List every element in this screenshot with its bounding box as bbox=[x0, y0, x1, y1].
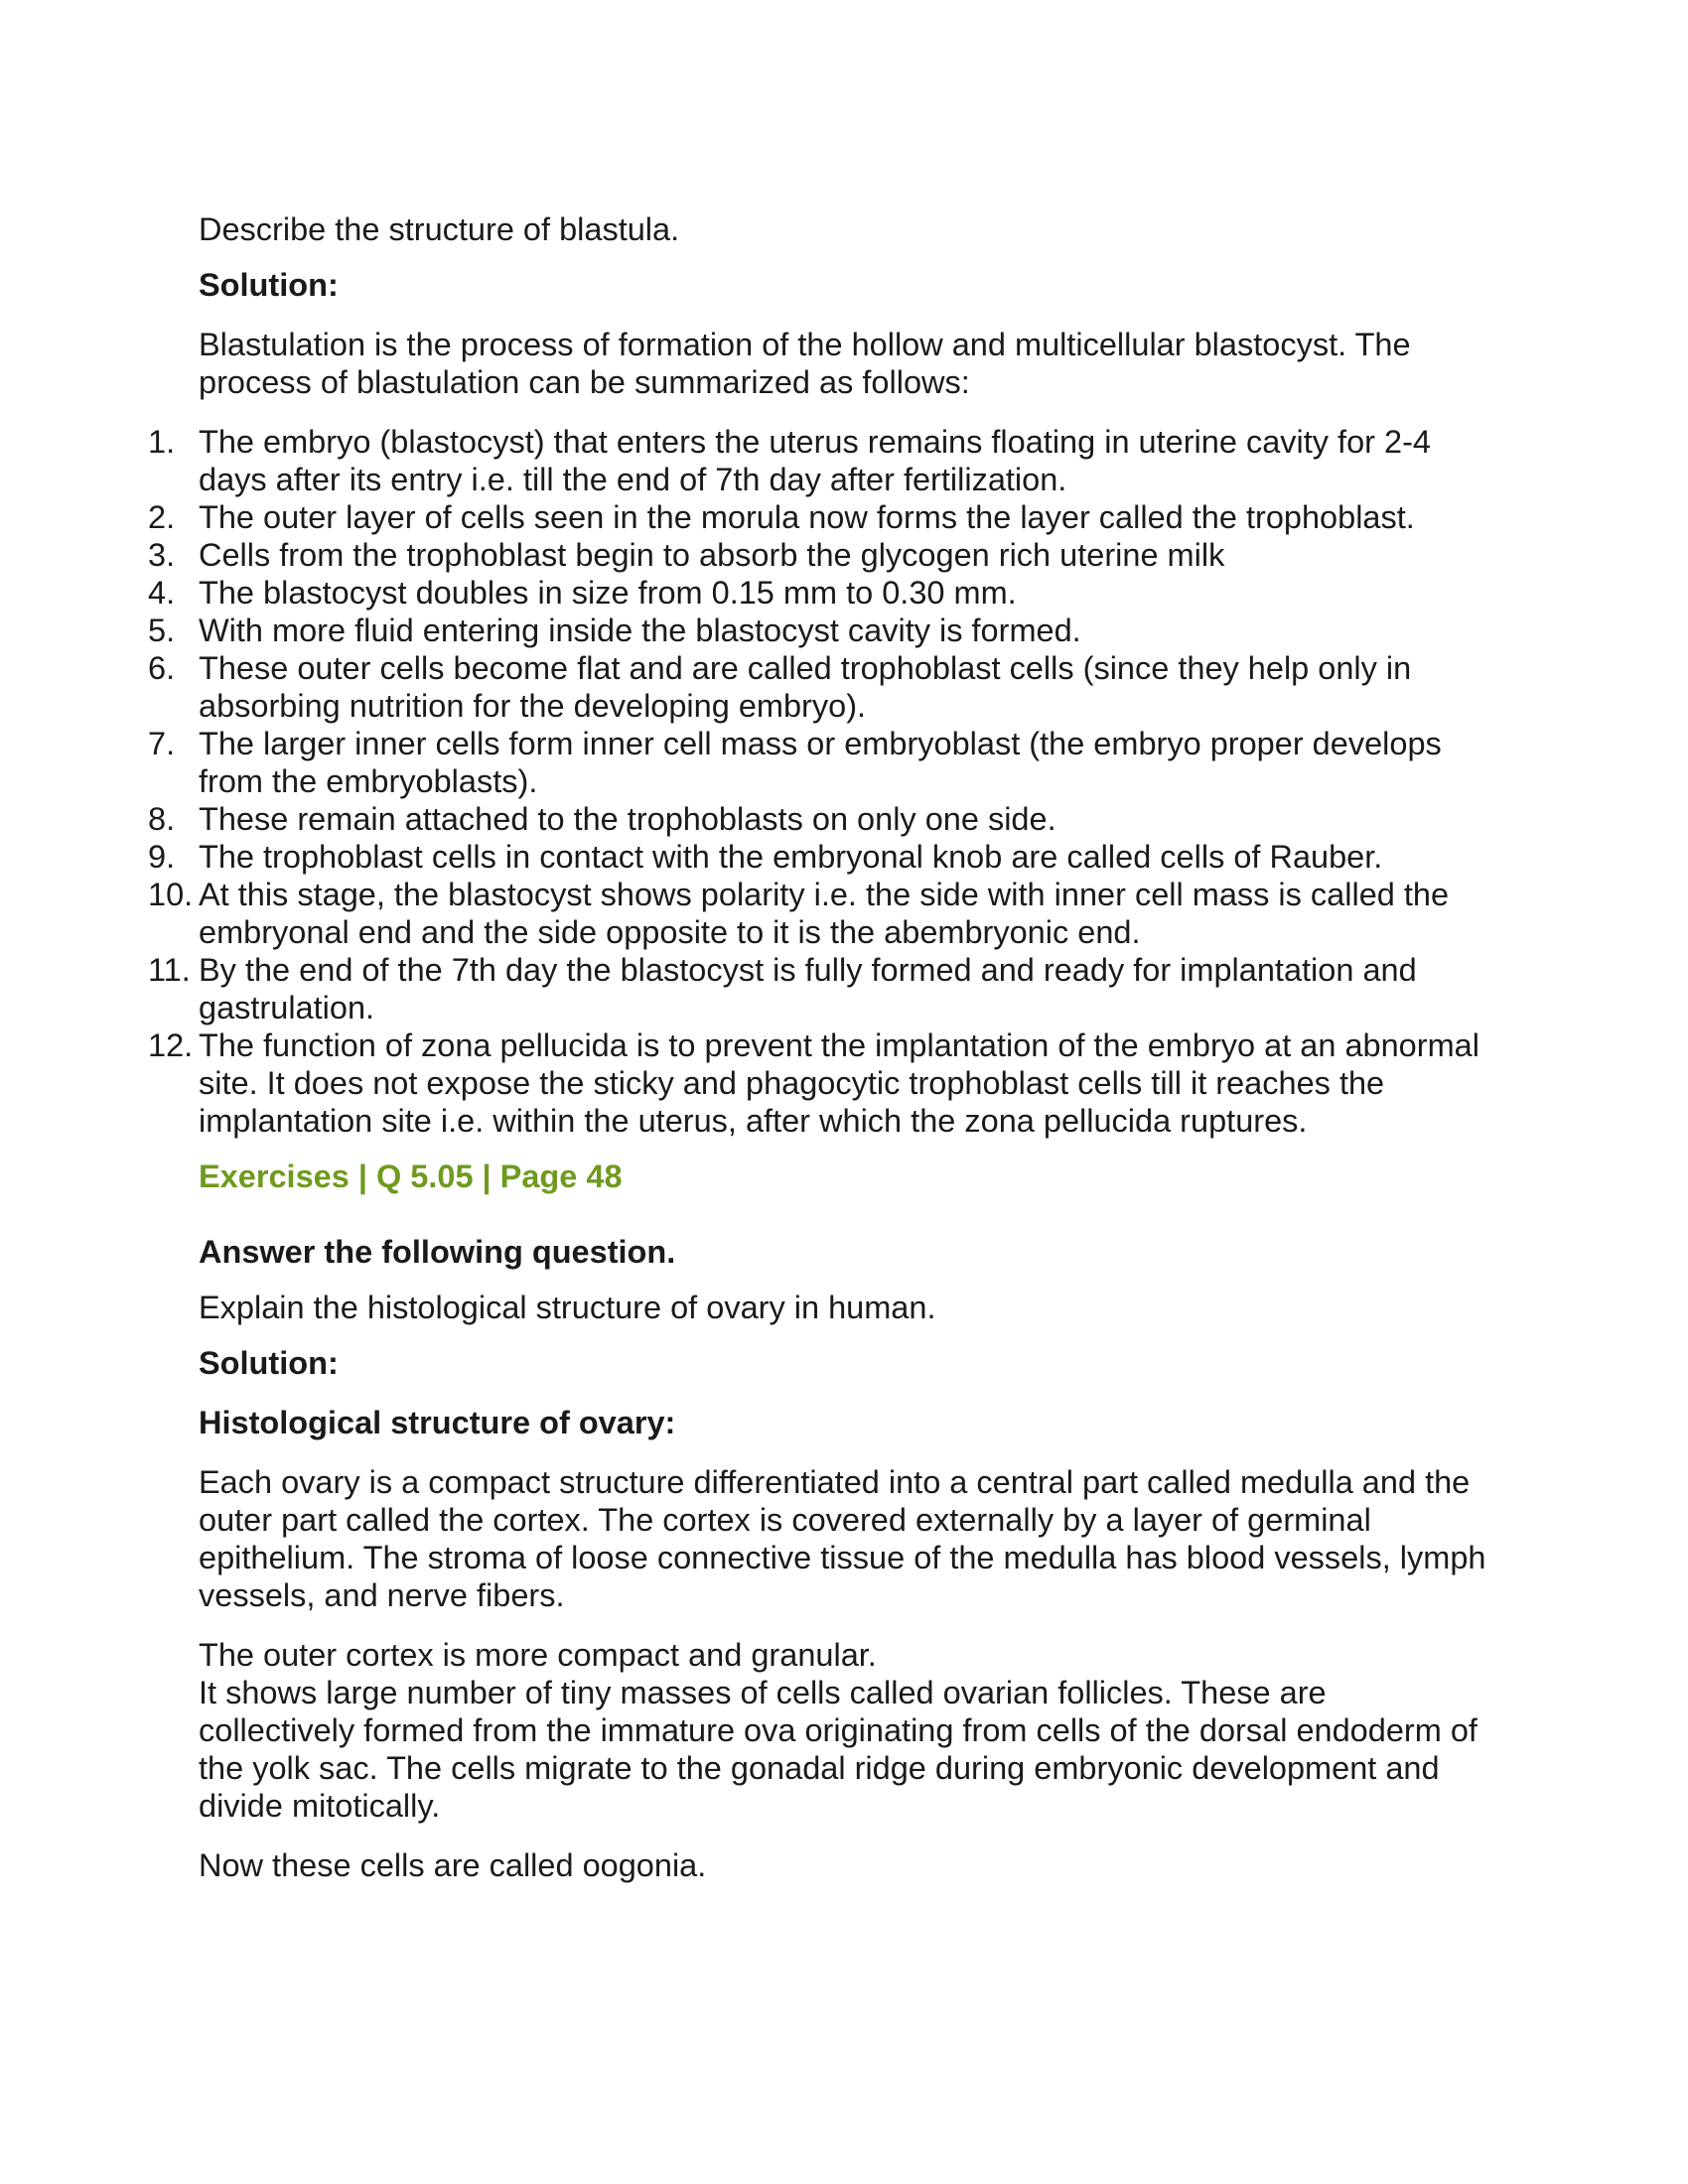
solution-label: Solution: bbox=[199, 1345, 339, 1381]
list-item-number: 1. bbox=[148, 424, 176, 460]
list-item-text: At this stage, the blastocyst shows polarity i.e. the side with inner cell mass is called the embryonal end and the side opposite to it is the abembryonic end. bbox=[199, 877, 1450, 950]
section-heading: Histological structure of ovary: bbox=[199, 1405, 676, 1440]
list-item bbox=[148, 574, 1489, 612]
list-item-text: Cells from the trophoblast begin to absorb the glycogen rich uterine milk bbox=[199, 537, 1225, 573]
list-item-text: These remain attached to the trophoblasts on only one side. bbox=[199, 801, 1056, 837]
paragraph: Each ovary is a compact structure differentiated into a central part called medulla and the outer part called the cortex. The cortex is covered externally by a layer of germinal epithelium. The stroma of loose connective tissue of the medulla has blood vessels, lymph vessels, and nerve fibers. bbox=[199, 1464, 1486, 1613]
list-item-number: 11. bbox=[148, 952, 191, 988]
list-item bbox=[148, 649, 1489, 725]
list-item-text: The outer layer of cells seen in the morula now forms the layer called the trophoblast. bbox=[199, 499, 1415, 535]
list-item-text: The larger inner cells form inner cell mass or embryoblast (the embryo proper develops from the embryoblasts). bbox=[199, 726, 1442, 799]
exercise-reference-link[interactable]: Exercises | Q 5.05 | Page 48 bbox=[199, 1159, 623, 1194]
list-item-text: By the end of the 7th day the blastocyst is fully formed and ready for implantation and gastrulation. bbox=[199, 952, 1417, 1025]
question-text: Describe the structure of blastula. bbox=[199, 211, 680, 247]
list-item-number: 10. bbox=[148, 877, 194, 912]
list-item-number: 2. bbox=[148, 499, 176, 535]
page-content bbox=[148, 210, 1489, 1884]
list-item-number: 8. bbox=[148, 801, 176, 837]
list-item bbox=[148, 876, 1489, 951]
question-text: Explain the histological structure of ovary in human. bbox=[199, 1290, 936, 1325]
list-item-text: The blastocyst doubles in size from 0.15 mm to 0.30 mm. bbox=[199, 575, 1017, 611]
list-item-text: The embryo (blastocyst) that enters the uterus remains floating in uterine cavity for 2-4 days after its entry i.e. till the end of 7th day after fertilization. bbox=[199, 424, 1431, 497]
instruction-heading: Answer the following question. bbox=[199, 1234, 676, 1270]
paragraph-line: The outer cortex is more compact and granular. bbox=[199, 1637, 877, 1673]
list-item bbox=[148, 800, 1489, 838]
paragraph: Now these cells are called oogonia. bbox=[199, 1847, 707, 1883]
list-item-number: 12. bbox=[148, 1027, 194, 1063]
list-item-number: 7. bbox=[148, 726, 176, 761]
list-item bbox=[148, 612, 1489, 649]
blastulation-steps-list bbox=[148, 423, 1489, 1140]
list-item bbox=[148, 1026, 1489, 1140]
list-item-text: The function of zona pellucida is to prevent the implantation of the embryo at an abnormal site. It does not expose the sticky and phagocytic trophoblast cells till it reaches the implantation site i.e. within the uterus, after which the zona pellucida ruptures. bbox=[199, 1027, 1479, 1139]
paragraph: It shows large number of tiny masses of cells called ovarian follicles. These are collectively formed from the immature ova originating from cells of the dorsal endoderm of the yolk sac. The cells migrate to the gonadal ridge during embryonic development and divide mitotically. bbox=[199, 1675, 1477, 1824]
list-item-number: 3. bbox=[148, 537, 176, 573]
list-item bbox=[148, 423, 1489, 498]
list-item bbox=[148, 838, 1489, 876]
list-item-number: 9. bbox=[148, 839, 176, 875]
list-item-number: 6. bbox=[148, 650, 176, 686]
list-item-text: The trophoblast cells in contact with the embryonal knob are called cells of Rauber. bbox=[199, 839, 1383, 875]
list-item-number: 4. bbox=[148, 575, 176, 611]
list-item bbox=[148, 725, 1489, 800]
solution-label: Solution: bbox=[199, 267, 339, 303]
list-item-text: These outer cells become flat and are called trophoblast cells (since they help only in absorbing nutrition for the developing embryo). bbox=[199, 650, 1412, 724]
list-item-number: 5. bbox=[148, 613, 176, 648]
list-item bbox=[148, 498, 1489, 536]
list-item bbox=[148, 536, 1489, 574]
list-item-text: With more fluid entering inside the blastocyst cavity is formed. bbox=[199, 613, 1081, 648]
solution-intro: Blastulation is the process of formation of the hollow and multicellular blastocyst. The process of blastulation can be summarized as follows: bbox=[199, 327, 1411, 400]
list-item bbox=[148, 951, 1489, 1026]
